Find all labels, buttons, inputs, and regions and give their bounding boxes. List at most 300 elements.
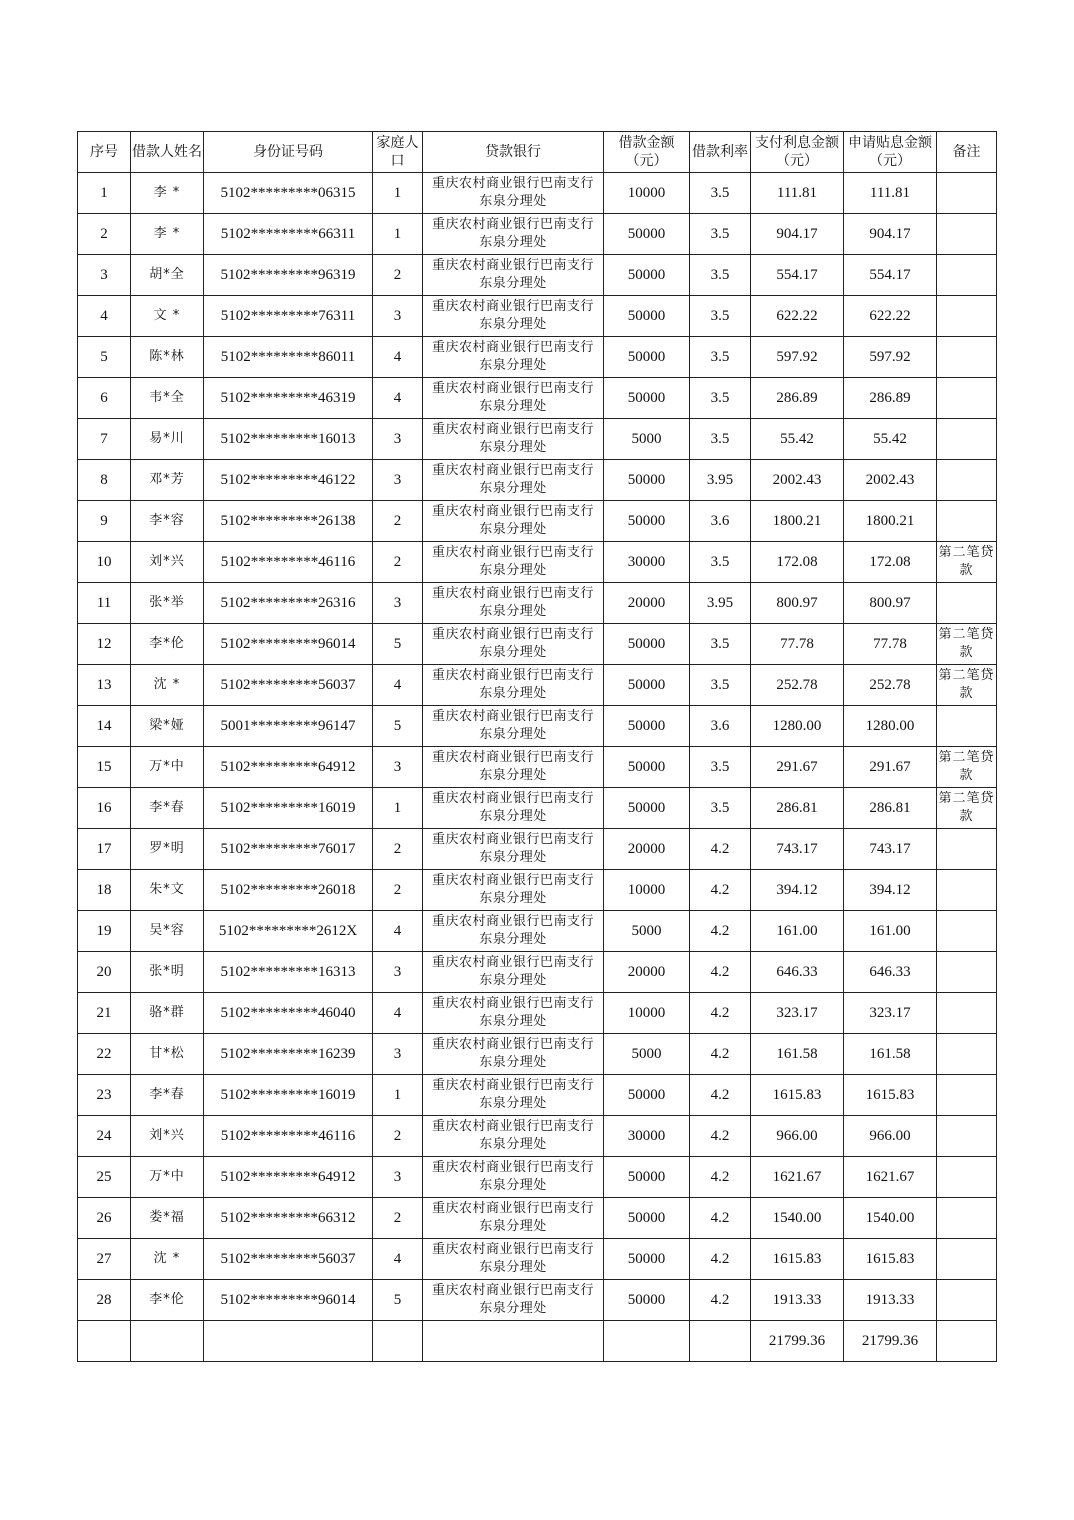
cell-loan-amount: 50000 xyxy=(604,1239,690,1280)
header-rate: 借款利率 xyxy=(690,132,751,173)
cell-interest-rate: 4.2 xyxy=(690,1280,751,1321)
cell-interest-paid: 1615.83 xyxy=(751,1075,844,1116)
cell-interest-paid: 55.42 xyxy=(751,419,844,460)
cell-interest-paid: 394.12 xyxy=(751,870,844,911)
header-subsidy: 申请贴息金额（元） xyxy=(844,132,937,173)
table-row xyxy=(78,993,997,1034)
cell-loan-amount: 5000 xyxy=(604,1034,690,1075)
cell-note xyxy=(937,337,997,378)
cell-id-number: 5102*********26018 xyxy=(204,870,373,911)
cell-note xyxy=(937,1116,997,1157)
cell-seq: 18 xyxy=(78,870,131,911)
cell-bank: 重庆农村商业银行巴南支行东泉分理处 xyxy=(423,1198,604,1239)
cell-interest-rate: 3.95 xyxy=(690,460,751,501)
cell-bank: 重庆农村商业银行巴南支行东泉分理处 xyxy=(423,706,604,747)
cell-interest-rate: 3.5 xyxy=(690,378,751,419)
cell-seq: 22 xyxy=(78,1034,131,1075)
cell-family-size: 1 xyxy=(373,1075,423,1116)
cell-bank: 重庆农村商业银行巴南支行东泉分理处 xyxy=(423,952,604,993)
table-row xyxy=(78,1280,997,1321)
cell-id-number: 5102*********66312 xyxy=(204,1198,373,1239)
cell-seq: 6 xyxy=(78,378,131,419)
cell-id-number: 5102*********16019 xyxy=(204,788,373,829)
cell-loan-amount: 50000 xyxy=(604,501,690,542)
cell-interest-rate: 3.5 xyxy=(690,337,751,378)
cell-bank: 重庆农村商业银行巴南支行东泉分理处 xyxy=(423,1034,604,1075)
cell-subsidy-amount: 554.17 xyxy=(844,255,937,296)
cell-seq: 15 xyxy=(78,747,131,788)
cell-subsidy-amount: 2002.43 xyxy=(844,460,937,501)
cell-bank: 重庆农村商业银行巴南支行东泉分理处 xyxy=(423,829,604,870)
header-amount: 借款金额（元） xyxy=(604,132,690,173)
cell-seq: 13 xyxy=(78,665,131,706)
cell-subsidy-amount: 323.17 xyxy=(844,993,937,1034)
cell-borrower-name: 陈*林 xyxy=(131,337,204,378)
cell-loan-amount: 10000 xyxy=(604,870,690,911)
cell-id-number: 5102*********46116 xyxy=(204,1116,373,1157)
cell-interest-rate: 3.5 xyxy=(690,747,751,788)
cell-bank: 重庆农村商业银行巴南支行东泉分理处 xyxy=(423,1075,604,1116)
cell-family-size: 3 xyxy=(373,747,423,788)
table-row xyxy=(78,665,997,706)
cell-subsidy-amount: 161.00 xyxy=(844,911,937,952)
cell-loan-amount: 50000 xyxy=(604,214,690,255)
cell-family-size: 3 xyxy=(373,1034,423,1075)
cell-interest-paid: 1540.00 xyxy=(751,1198,844,1239)
cell-borrower-name: 文 * xyxy=(131,296,204,337)
cell-borrower-name: 韦*全 xyxy=(131,378,204,419)
cell-subsidy-amount: 966.00 xyxy=(844,1116,937,1157)
cell-bank: 重庆农村商业银行巴南支行东泉分理处 xyxy=(423,747,604,788)
cell-loan-amount: 50000 xyxy=(604,1198,690,1239)
cell-loan-amount: 50000 xyxy=(604,1075,690,1116)
cell-id-number: 5102*********56037 xyxy=(204,665,373,706)
cell-id-number: 5001*********96147 xyxy=(204,706,373,747)
cell-seq: 12 xyxy=(78,624,131,665)
cell-borrower-name: 李 * xyxy=(131,214,204,255)
cell-interest-paid: 800.97 xyxy=(751,583,844,624)
cell-loan-amount: 50000 xyxy=(604,624,690,665)
header-bank: 贷款银行 xyxy=(423,132,604,173)
cell-subsidy-amount: 286.89 xyxy=(844,378,937,419)
cell-borrower-name: 罗*明 xyxy=(131,829,204,870)
cell-loan-amount: 10000 xyxy=(604,993,690,1034)
cell-loan-amount: 20000 xyxy=(604,952,690,993)
cell-interest-paid: 111.81 xyxy=(751,173,844,214)
cell-subsidy-amount: 1800.21 xyxy=(844,501,937,542)
cell-seq: 19 xyxy=(78,911,131,952)
totals-empty-bank xyxy=(423,1321,604,1362)
cell-id-number: 5102*********86011 xyxy=(204,337,373,378)
cell-bank: 重庆农村商业银行巴南支行东泉分理处 xyxy=(423,542,604,583)
cell-borrower-name: 刘*兴 xyxy=(131,1116,204,1157)
cell-note xyxy=(937,829,997,870)
cell-interest-paid: 1280.00 xyxy=(751,706,844,747)
cell-subsidy-amount: 111.81 xyxy=(844,173,937,214)
cell-bank: 重庆农村商业银行巴南支行东泉分理处 xyxy=(423,296,604,337)
cell-loan-amount: 50000 xyxy=(604,255,690,296)
cell-interest-paid: 286.89 xyxy=(751,378,844,419)
cell-borrower-name: 甘*松 xyxy=(131,1034,204,1075)
cell-subsidy-amount: 252.78 xyxy=(844,665,937,706)
cell-bank: 重庆农村商业银行巴南支行东泉分理处 xyxy=(423,1116,604,1157)
table-row xyxy=(78,1239,997,1280)
cell-loan-amount: 30000 xyxy=(604,1116,690,1157)
table-row xyxy=(78,1198,997,1239)
table-row xyxy=(78,747,997,788)
cell-interest-rate: 4.2 xyxy=(690,1239,751,1280)
header-name: 借款人姓名 xyxy=(131,132,204,173)
table-row xyxy=(78,419,997,460)
cell-subsidy-amount: 286.81 xyxy=(844,788,937,829)
cell-bank: 重庆农村商业银行巴南支行东泉分理处 xyxy=(423,419,604,460)
cell-note xyxy=(937,173,997,214)
cell-note xyxy=(937,214,997,255)
header-id: 身份证号码 xyxy=(204,132,373,173)
cell-id-number: 5102*********66311 xyxy=(204,214,373,255)
cell-borrower-name: 刘*兴 xyxy=(131,542,204,583)
cell-family-size: 3 xyxy=(373,419,423,460)
cell-subsidy-amount: 1621.67 xyxy=(844,1157,937,1198)
cell-interest-rate: 3.5 xyxy=(690,788,751,829)
cell-seq: 4 xyxy=(78,296,131,337)
cell-id-number: 5102*********46116 xyxy=(204,542,373,583)
cell-interest-rate: 3.6 xyxy=(690,501,751,542)
cell-note xyxy=(937,952,997,993)
cell-interest-rate: 3.95 xyxy=(690,583,751,624)
cell-seq: 7 xyxy=(78,419,131,460)
cell-subsidy-amount: 161.58 xyxy=(844,1034,937,1075)
table-row xyxy=(78,255,997,296)
cell-seq: 26 xyxy=(78,1198,131,1239)
cell-borrower-name: 万*中 xyxy=(131,747,204,788)
cell-borrower-name: 吴*容 xyxy=(131,911,204,952)
cell-borrower-name: 李*春 xyxy=(131,1075,204,1116)
cell-loan-amount: 20000 xyxy=(604,829,690,870)
cell-note xyxy=(937,1280,997,1321)
cell-interest-rate: 3.5 xyxy=(690,542,751,583)
cell-borrower-name: 万*中 xyxy=(131,1157,204,1198)
table-row xyxy=(78,296,997,337)
table-row xyxy=(78,583,997,624)
table-row xyxy=(78,788,997,829)
cell-family-size: 4 xyxy=(373,1239,423,1280)
cell-seq: 24 xyxy=(78,1116,131,1157)
cell-seq: 10 xyxy=(78,542,131,583)
cell-interest-rate: 4.2 xyxy=(690,952,751,993)
cell-seq: 25 xyxy=(78,1157,131,1198)
cell-interest-rate: 3.5 xyxy=(690,624,751,665)
cell-seq: 16 xyxy=(78,788,131,829)
cell-note xyxy=(937,419,997,460)
cell-family-size: 3 xyxy=(373,583,423,624)
header-family: 家庭人口 xyxy=(373,132,423,173)
cell-subsidy-amount: 172.08 xyxy=(844,542,937,583)
table-row xyxy=(78,706,997,747)
cell-loan-amount: 5000 xyxy=(604,419,690,460)
cell-bank: 重庆农村商业银行巴南支行东泉分理处 xyxy=(423,460,604,501)
cell-family-size: 2 xyxy=(373,542,423,583)
loan-subsidy-table xyxy=(77,131,997,1362)
cell-family-size: 3 xyxy=(373,952,423,993)
totals-empty-note xyxy=(937,1321,997,1362)
cell-family-size: 1 xyxy=(373,214,423,255)
cell-interest-paid: 286.81 xyxy=(751,788,844,829)
table-row xyxy=(78,337,997,378)
cell-borrower-name: 娄*福 xyxy=(131,1198,204,1239)
cell-note xyxy=(937,583,997,624)
cell-interest-rate: 3.5 xyxy=(690,419,751,460)
table-row xyxy=(78,501,997,542)
cell-seq: 3 xyxy=(78,255,131,296)
totals-row xyxy=(78,1321,997,1362)
cell-id-number: 5102*********16239 xyxy=(204,1034,373,1075)
cell-borrower-name: 朱*文 xyxy=(131,870,204,911)
cell-id-number: 5102*********64912 xyxy=(204,1157,373,1198)
cell-id-number: 5102*********16313 xyxy=(204,952,373,993)
cell-id-number: 5102*********46040 xyxy=(204,993,373,1034)
cell-loan-amount: 20000 xyxy=(604,583,690,624)
cell-interest-rate: 3.5 xyxy=(690,214,751,255)
cell-interest-paid: 1615.83 xyxy=(751,1239,844,1280)
cell-note xyxy=(937,255,997,296)
cell-family-size: 2 xyxy=(373,1198,423,1239)
cell-note xyxy=(937,501,997,542)
cell-family-size: 2 xyxy=(373,1116,423,1157)
cell-loan-amount: 50000 xyxy=(604,788,690,829)
cell-note xyxy=(937,296,997,337)
cell-bank: 重庆农村商业银行巴南支行东泉分理处 xyxy=(423,173,604,214)
cell-borrower-name: 张*举 xyxy=(131,583,204,624)
cell-bank: 重庆农村商业银行巴南支行东泉分理处 xyxy=(423,583,604,624)
cell-seq: 27 xyxy=(78,1239,131,1280)
cell-subsidy-amount: 646.33 xyxy=(844,952,937,993)
cell-bank: 重庆农村商业银行巴南支行东泉分理处 xyxy=(423,665,604,706)
cell-bank: 重庆农村商业银行巴南支行东泉分理处 xyxy=(423,1239,604,1280)
cell-interest-rate: 4.2 xyxy=(690,993,751,1034)
cell-loan-amount: 50000 xyxy=(604,747,690,788)
cell-borrower-name: 梁*娅 xyxy=(131,706,204,747)
cell-id-number: 5102*********26316 xyxy=(204,583,373,624)
table-row xyxy=(78,1116,997,1157)
cell-id-number: 5102*********16019 xyxy=(204,1075,373,1116)
table-row xyxy=(78,214,997,255)
cell-loan-amount: 10000 xyxy=(604,173,690,214)
cell-note: 第二笔贷款 xyxy=(937,624,997,665)
table-row xyxy=(78,542,997,583)
cell-loan-amount: 30000 xyxy=(604,542,690,583)
table-row xyxy=(78,460,997,501)
cell-interest-paid: 597.92 xyxy=(751,337,844,378)
cell-seq: 5 xyxy=(78,337,131,378)
cell-interest-paid: 161.00 xyxy=(751,911,844,952)
cell-seq: 9 xyxy=(78,501,131,542)
cell-family-size: 2 xyxy=(373,870,423,911)
cell-id-number: 5102*********76311 xyxy=(204,296,373,337)
cell-interest-rate: 4.2 xyxy=(690,1198,751,1239)
cell-interest-rate: 4.2 xyxy=(690,1157,751,1198)
cell-subsidy-amount: 1540.00 xyxy=(844,1198,937,1239)
cell-family-size: 4 xyxy=(373,993,423,1034)
totals-empty-seq xyxy=(78,1321,131,1362)
cell-bank: 重庆农村商业银行巴南支行东泉分理处 xyxy=(423,993,604,1034)
cell-family-size: 2 xyxy=(373,501,423,542)
cell-loan-amount: 50000 xyxy=(604,665,690,706)
cell-borrower-name: 李*伦 xyxy=(131,624,204,665)
cell-bank: 重庆农村商业银行巴南支行东泉分理处 xyxy=(423,501,604,542)
cell-borrower-name: 沈 * xyxy=(131,665,204,706)
totals-empty-name xyxy=(131,1321,204,1362)
cell-family-size: 5 xyxy=(373,624,423,665)
cell-borrower-name: 李*伦 xyxy=(131,1280,204,1321)
table-row xyxy=(78,1034,997,1075)
cell-family-size: 5 xyxy=(373,706,423,747)
cell-note xyxy=(937,1034,997,1075)
cell-family-size: 1 xyxy=(373,173,423,214)
cell-family-size: 3 xyxy=(373,460,423,501)
cell-family-size: 2 xyxy=(373,829,423,870)
cell-interest-rate: 3.5 xyxy=(690,296,751,337)
cell-subsidy-amount: 55.42 xyxy=(844,419,937,460)
cell-loan-amount: 50000 xyxy=(604,337,690,378)
cell-bank: 重庆农村商业银行巴南支行东泉分理处 xyxy=(423,337,604,378)
cell-interest-paid: 172.08 xyxy=(751,542,844,583)
cell-interest-rate: 3.6 xyxy=(690,706,751,747)
cell-interest-rate: 3.5 xyxy=(690,665,751,706)
cell-family-size: 4 xyxy=(373,378,423,419)
header-note: 备注 xyxy=(937,132,997,173)
cell-note xyxy=(937,460,997,501)
cell-subsidy-amount: 1615.83 xyxy=(844,1075,937,1116)
cell-borrower-name: 李 * xyxy=(131,173,204,214)
totals-empty-rate xyxy=(690,1321,751,1362)
cell-id-number: 5102*********96014 xyxy=(204,1280,373,1321)
cell-note: 第二笔贷款 xyxy=(937,665,997,706)
cell-interest-rate: 4.2 xyxy=(690,1075,751,1116)
cell-borrower-name: 张*明 xyxy=(131,952,204,993)
cell-family-size: 2 xyxy=(373,255,423,296)
cell-interest-paid: 1621.67 xyxy=(751,1157,844,1198)
cell-seq: 8 xyxy=(78,460,131,501)
cell-interest-paid: 554.17 xyxy=(751,255,844,296)
cell-family-size: 3 xyxy=(373,1157,423,1198)
cell-interest-paid: 77.78 xyxy=(751,624,844,665)
cell-interest-paid: 2002.43 xyxy=(751,460,844,501)
cell-loan-amount: 50000 xyxy=(604,378,690,419)
loan-subsidy-table-container xyxy=(77,131,997,1362)
cell-seq: 1 xyxy=(78,173,131,214)
cell-subsidy-amount: 904.17 xyxy=(844,214,937,255)
cell-seq: 21 xyxy=(78,993,131,1034)
cell-id-number: 5102*********16013 xyxy=(204,419,373,460)
cell-interest-paid: 966.00 xyxy=(751,1116,844,1157)
cell-family-size: 1 xyxy=(373,788,423,829)
table-row xyxy=(78,952,997,993)
cell-interest-paid: 622.22 xyxy=(751,296,844,337)
cell-loan-amount: 50000 xyxy=(604,460,690,501)
cell-loan-amount: 50000 xyxy=(604,296,690,337)
cell-id-number: 5102*********46122 xyxy=(204,460,373,501)
cell-borrower-name: 骆*群 xyxy=(131,993,204,1034)
cell-subsidy-amount: 1615.83 xyxy=(844,1239,937,1280)
cell-borrower-name: 沈 * xyxy=(131,1239,204,1280)
cell-borrower-name: 李*春 xyxy=(131,788,204,829)
cell-id-number: 5102*********46319 xyxy=(204,378,373,419)
cell-subsidy-amount: 1913.33 xyxy=(844,1280,937,1321)
cell-bank: 重庆农村商业银行巴南支行东泉分理处 xyxy=(423,255,604,296)
cell-id-number: 5102*********26138 xyxy=(204,501,373,542)
cell-interest-paid: 743.17 xyxy=(751,829,844,870)
table-row xyxy=(78,1157,997,1198)
cell-subsidy-amount: 1280.00 xyxy=(844,706,937,747)
table-row xyxy=(78,829,997,870)
cell-note: 第二笔贷款 xyxy=(937,747,997,788)
cell-id-number: 5102*********96319 xyxy=(204,255,373,296)
cell-note xyxy=(937,378,997,419)
cell-note xyxy=(937,1239,997,1280)
cell-note xyxy=(937,911,997,952)
cell-bank: 重庆农村商业银行巴南支行东泉分理处 xyxy=(423,1157,604,1198)
cell-borrower-name: 李*容 xyxy=(131,501,204,542)
cell-seq: 11 xyxy=(78,583,131,624)
cell-id-number: 5102*********06315 xyxy=(204,173,373,214)
header-seq: 序号 xyxy=(78,132,131,173)
cell-subsidy-amount: 743.17 xyxy=(844,829,937,870)
cell-seq: 2 xyxy=(78,214,131,255)
cell-loan-amount: 5000 xyxy=(604,911,690,952)
cell-seq: 20 xyxy=(78,952,131,993)
cell-borrower-name: 邓*芳 xyxy=(131,460,204,501)
cell-bank: 重庆农村商业银行巴南支行东泉分理处 xyxy=(423,214,604,255)
cell-family-size: 3 xyxy=(373,296,423,337)
cell-bank: 重庆农村商业银行巴南支行东泉分理处 xyxy=(423,911,604,952)
totals-empty-family xyxy=(373,1321,423,1362)
cell-interest-rate: 4.2 xyxy=(690,1034,751,1075)
cell-subsidy-amount: 597.92 xyxy=(844,337,937,378)
cell-note: 第二笔贷款 xyxy=(937,788,997,829)
table-row xyxy=(78,870,997,911)
cell-id-number: 5102*********2612X xyxy=(204,911,373,952)
cell-note xyxy=(937,993,997,1034)
cell-note xyxy=(937,870,997,911)
cell-interest-rate: 4.2 xyxy=(690,1116,751,1157)
cell-family-size: 4 xyxy=(373,337,423,378)
cell-interest-paid: 252.78 xyxy=(751,665,844,706)
cell-note xyxy=(937,1198,997,1239)
cell-subsidy-amount: 394.12 xyxy=(844,870,937,911)
cell-interest-rate: 3.5 xyxy=(690,255,751,296)
cell-bank: 重庆农村商业银行巴南支行东泉分理处 xyxy=(423,624,604,665)
cell-id-number: 5102*********56037 xyxy=(204,1239,373,1280)
cell-note xyxy=(937,706,997,747)
cell-seq: 17 xyxy=(78,829,131,870)
cell-seq: 23 xyxy=(78,1075,131,1116)
cell-interest-paid: 646.33 xyxy=(751,952,844,993)
cell-interest-paid: 904.17 xyxy=(751,214,844,255)
cell-loan-amount: 50000 xyxy=(604,1280,690,1321)
cell-interest-paid: 323.17 xyxy=(751,993,844,1034)
totals-interest: 21799.36 xyxy=(751,1321,844,1362)
cell-interest-paid: 1800.21 xyxy=(751,501,844,542)
cell-borrower-name: 胡*全 xyxy=(131,255,204,296)
cell-borrower-name: 易*川 xyxy=(131,419,204,460)
cell-subsidy-amount: 77.78 xyxy=(844,624,937,665)
cell-note: 第二笔贷款 xyxy=(937,542,997,583)
cell-bank: 重庆农村商业银行巴南支行东泉分理处 xyxy=(423,870,604,911)
cell-id-number: 5102*********64912 xyxy=(204,747,373,788)
cell-family-size: 4 xyxy=(373,911,423,952)
cell-interest-rate: 4.2 xyxy=(690,911,751,952)
